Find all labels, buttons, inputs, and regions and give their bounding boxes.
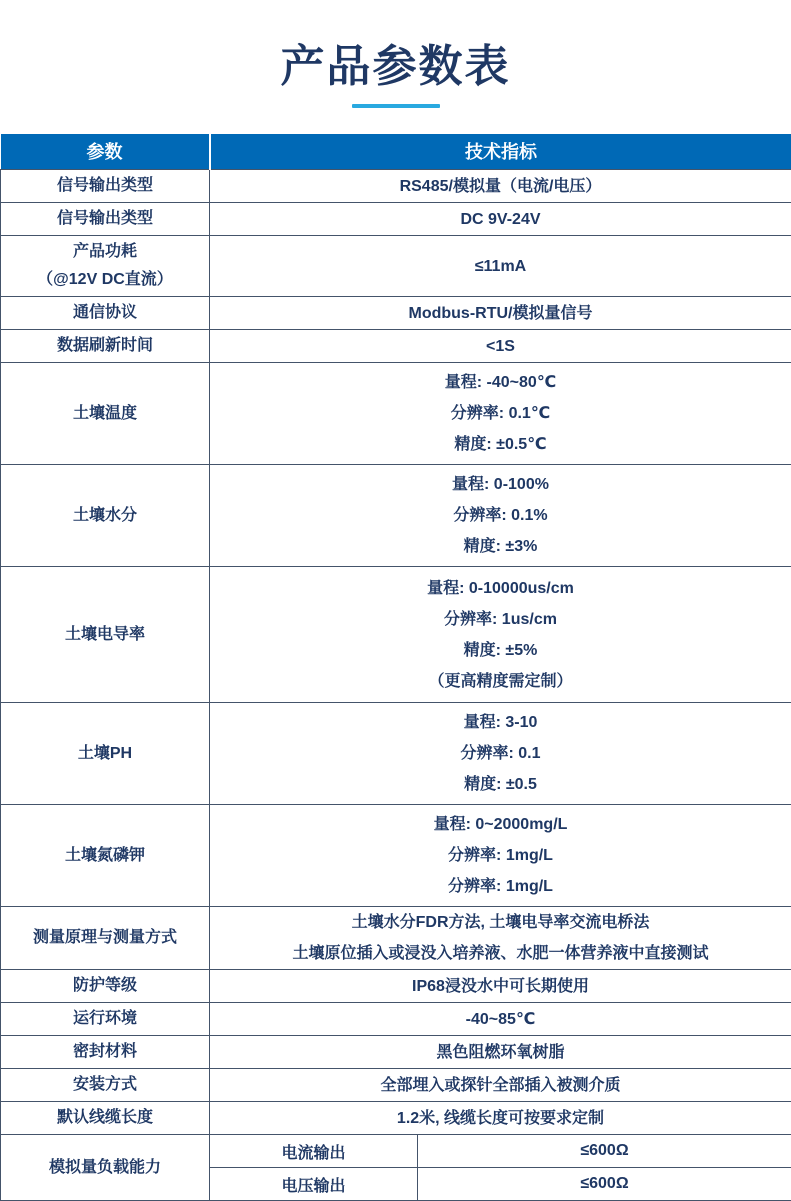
value-line: 分辨率: 0.1%	[453, 507, 548, 525]
param-line: 密封材料	[72, 1043, 137, 1061]
value-cell	[210, 363, 791, 465]
param-line: 数据刷新时间	[56, 337, 153, 355]
table-row	[1, 805, 791, 907]
param-line: 防护等级	[72, 977, 137, 995]
value-cell	[210, 1102, 791, 1135]
param-cell	[1, 297, 210, 330]
table-body	[1, 170, 791, 1201]
value-cell	[210, 330, 791, 363]
value-line: -40~85℃	[465, 1010, 536, 1028]
table-row	[1, 970, 791, 1003]
param-cell	[1, 203, 210, 236]
value-line: 精度: ±0.5	[464, 776, 537, 794]
value-line: 1.2米, 线缆长度可按要求定制	[396, 1109, 605, 1127]
title-underline	[352, 104, 440, 108]
table-row	[1, 1003, 791, 1036]
value-line: 全部埋入或探针全部插入被测介质	[380, 1076, 621, 1094]
value-line: 土壤原位插入或浸没入培养液、水肥一体营养液中直接测试	[292, 945, 709, 963]
subrow-value-cell: ≤600Ω	[418, 1168, 791, 1201]
subrow-label-cell: 电压输出	[210, 1168, 418, 1201]
value-line: 量程: 0-10000us/cm	[427, 579, 574, 597]
value-cell	[210, 907, 791, 970]
param-line: 默认线缆长度	[56, 1109, 153, 1127]
value-line: ≤11mA	[474, 257, 527, 275]
param-cell	[1, 907, 210, 970]
param-line: 安装方式	[72, 1076, 137, 1094]
value-line: 分辨率: 1us/cm	[444, 610, 557, 628]
table-row	[1, 703, 791, 805]
value-line: 精度: ±0.5℃	[454, 436, 547, 454]
value-cell	[210, 297, 791, 330]
param-line: 土壤水分	[72, 506, 137, 524]
param-cell	[1, 1003, 210, 1036]
table-row	[1, 1135, 791, 1168]
value-line: IP68浸没水中可长期使用	[412, 977, 589, 995]
subrow-label-cell: 电流输出	[210, 1135, 418, 1168]
param-line: 运行环境	[72, 1010, 137, 1028]
param-line: 土壤电导率	[64, 625, 145, 643]
param-line: 通信协议	[72, 304, 137, 322]
value-cell	[210, 703, 791, 805]
value-line: 分辨率: 1mg/L	[448, 878, 553, 896]
param-cell	[1, 970, 210, 1003]
spec-table	[0, 134, 791, 1201]
value-line: 精度: ±3%	[463, 538, 538, 556]
param-cell	[1, 1135, 210, 1201]
value-cell	[210, 465, 791, 567]
param-cell	[1, 1036, 210, 1069]
column-header-spec: 技术指标	[210, 134, 791, 170]
param-line: 土壤氮磷钾	[64, 846, 145, 864]
param-cell	[1, 465, 210, 567]
value-line: 量程: 3-10	[463, 714, 538, 732]
table-header	[1, 134, 791, 170]
param-cell	[1, 805, 210, 907]
value-cell	[210, 1069, 791, 1102]
param-line: 土壤PH	[77, 744, 133, 762]
value-cell	[210, 805, 791, 907]
param-line: 土壤温度	[72, 404, 137, 422]
param-cell	[1, 363, 210, 465]
value-line: 分辨率: 0.1	[460, 745, 541, 763]
param-cell	[1, 567, 210, 703]
param-cell	[1, 703, 210, 805]
param-line: （@12V DC直流）	[37, 271, 173, 289]
table-row	[1, 1036, 791, 1069]
value-line: 土壤水分FDR方法, 土壤电导率交流电桥法	[351, 914, 650, 932]
table-row	[1, 203, 791, 236]
param-cell	[1, 236, 210, 297]
param-line: 模拟量负载能力	[48, 1158, 161, 1176]
value-line: 分辨率: 1mg/L	[448, 847, 553, 865]
value-cell	[210, 203, 791, 236]
value-line: 量程: 0~2000mg/L	[433, 816, 568, 834]
value-line: <1S	[486, 337, 515, 355]
table-row	[1, 363, 791, 465]
param-line: 测量原理与测量方式	[32, 929, 177, 947]
table-row	[1, 170, 791, 203]
param-cell	[1, 1102, 210, 1135]
value-line: 分辨率: 0.1℃	[450, 405, 551, 423]
column-header-param: 参数	[1, 134, 210, 170]
value-cell	[210, 1003, 791, 1036]
value-cell	[210, 567, 791, 703]
value-line: DC 9V-24V	[460, 210, 541, 228]
value-cell	[210, 236, 791, 297]
table-row	[1, 236, 791, 297]
param-line: 产品功耗	[72, 243, 137, 261]
value-line: RS485/模拟量（电流/电压）	[399, 177, 602, 195]
subrow-value-cell: ≤600Ω	[418, 1135, 791, 1168]
table-row	[1, 465, 791, 567]
param-line: 信号输出类型	[56, 177, 153, 195]
table-row	[1, 567, 791, 703]
value-line: （更高精度需定制）	[428, 672, 573, 690]
param-cell	[1, 1069, 210, 1102]
value-line: 量程: 0-100%	[452, 476, 549, 494]
param-cell	[1, 170, 210, 203]
header-row	[1, 134, 791, 170]
value-cell	[210, 1036, 791, 1069]
table-row	[1, 297, 791, 330]
table-row	[1, 1069, 791, 1102]
table-row	[1, 907, 791, 970]
param-line: 信号输出类型	[56, 210, 153, 228]
spec-table-wrap	[0, 134, 791, 1201]
value-line: 精度: ±5%	[463, 641, 538, 659]
value-line: 黑色阻燃环氧树脂	[436, 1043, 565, 1061]
value-line: Modbus-RTU/模拟量信号	[408, 304, 593, 322]
table-row	[1, 330, 791, 363]
value-cell	[210, 170, 791, 203]
value-cell	[210, 970, 791, 1003]
value-line: 量程: -40~80℃	[444, 374, 557, 392]
table-row	[1, 1102, 791, 1135]
param-cell	[1, 330, 210, 363]
page-title: 产品参数表	[280, 42, 511, 91]
title-block	[0, 0, 791, 108]
